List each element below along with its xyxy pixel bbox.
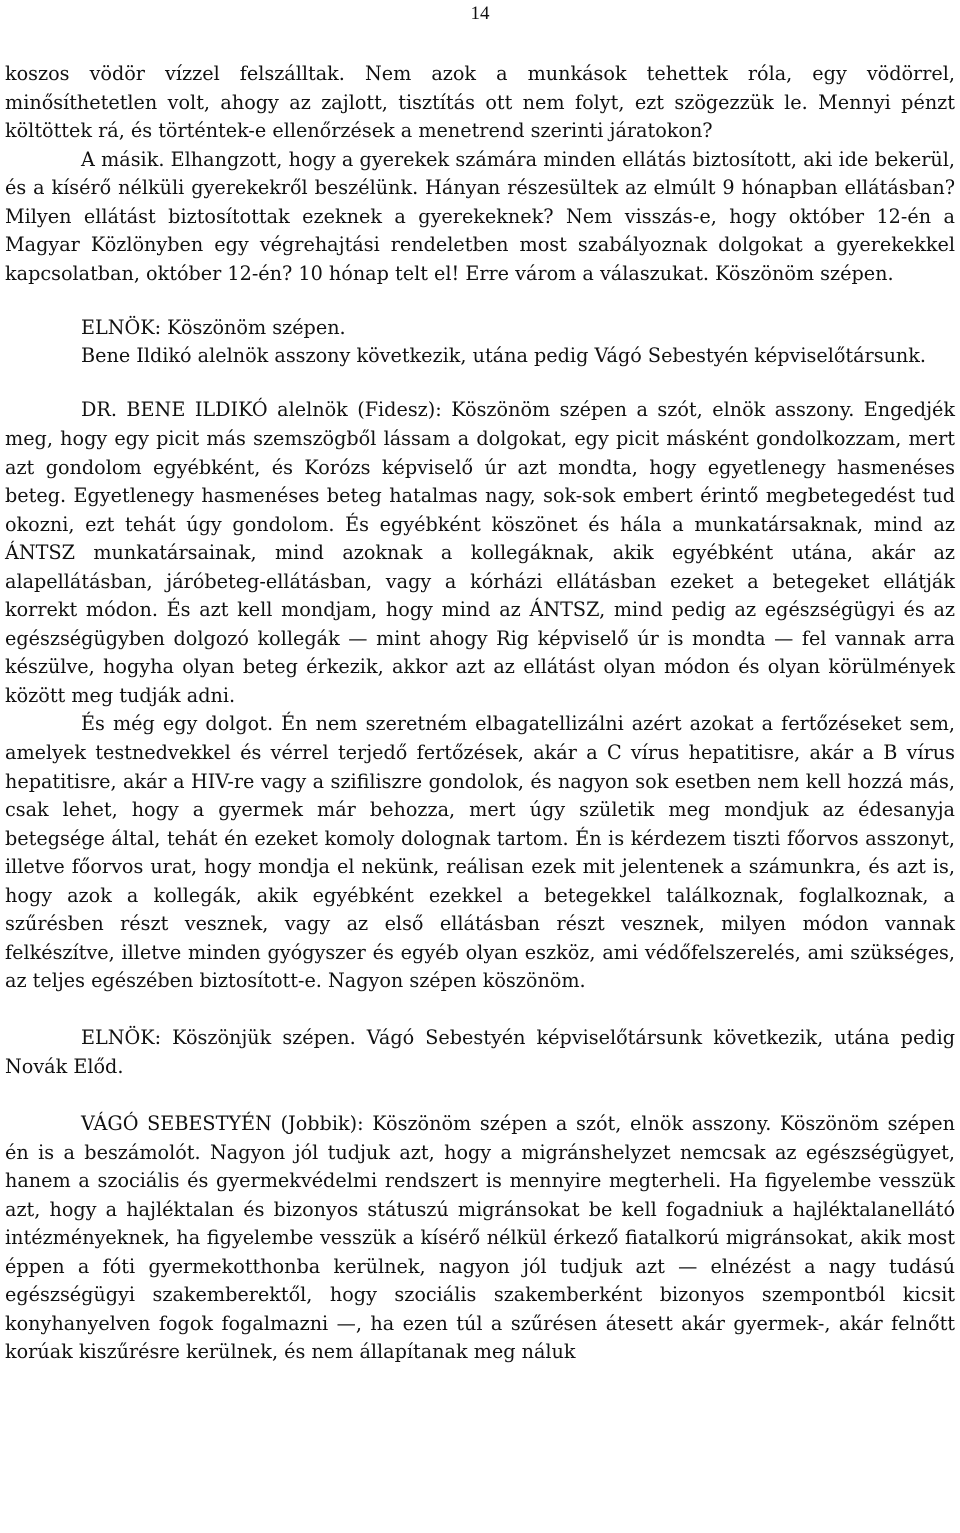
paragraph-text: Bene Ildikó alelnök asszony következik, utána pedig Vágó Sebestyén képviselőtársunk. (81, 344, 927, 368)
paragraph (5, 342, 955, 371)
paragraph-text: És még egy dolgot. Én nem szeretném elbagatellizálni azért azokat a fertőzéseket sem, amelyek testnedvekkel és vérrel terjedő fertőzések, akár a C vírus hepatitisre, akár a B vírus hepatitisre, akár a HIV-re vagy a szifiliszre gondolok, és nagyon sok esetben nem kell hozzá más, csak lehet, hogy a gyermek már behozza, mert úgy születik meg mondjuk az édesanyja betegsége által, tehát én ezeket komoly dolognak tartom. Én is kérdezem tiszti főorvos asszonyt, illetve főorvos urat, hogy mondja el nekünk, reálisan ezek mit jelentenek a számunkra, és azt is, hogy azok a kollegák, akik egyébként ezekkel a betegekkel találkoznak, foglalkoznak, a szűrésben részt vesznek, vagy az első ellátásban részt vesznek, milyen módon vannak felkészítve, illetve minden gyógyszer és egyéb olyan eszköz, ami védőfelszerelés, ami szükséges, az teljes egészében biztosított-e. Nagyon szépen köszönöm. (5, 712, 955, 993)
paragraph (5, 1110, 955, 1367)
paragraph-text: ELNÖK: Köszönöm szépen. (81, 315, 346, 339)
paragraph-text: koszos vödör vízzel felszálltak. Nem azok a munkások tehettek róla, egy vödörrel, minősíthetetlen volt, ahogy az zajlott, tisztítás ott nem folyt, ezt szögezzük le. Mennyi pénzt költöttek rá, és történtek-e ellenőrzések a menetrend szerinti járatokon? (5, 62, 955, 143)
paragraph (5, 396, 955, 710)
paragraph-text: DR. BENE ILDIKÓ alelnök (Fidesz): Köszönöm szépen a szót, elnök asszony. Engedjék meg, hogy egy picit más szemszögből lássam a dolgokat, egy picit másként gondolkozzam, mert azt gondolom egyébként, és Korózs képviselő úr azt mondta, hogy egyetlenegy hasmenéses beteg. Egyetlenegy hasmenéses beteg hatalmas nagy, sok-sok embert érintő megbetegedést tud okozni, ezt tehát úgy gondolom. És egyébként köszönet és hála a munkatársaknak, mind az ÁNTSZ munkatársainak, mind azoknak a kollegáknak, akik egyébként utána, akár az alapellátásban, járóbeteg-ellátásban, vagy a kórházi ellátásban ezeket a betegeket ellátják korrekt módon. És azt kell mondjam, hogy mind az ÁNTSZ, mind pedig az egészségügyi és az egészségügyben dolgozó kollegák — mint ahogy Rig képviselő úr is mondta — fel vannak arra készülve, hogyha olyan beteg érkezik, akkor azt az ellátást olyan módon és olyan körülmények között meg tudják adni. (5, 398, 955, 707)
document-body (5, 60, 955, 1367)
paragraph (5, 314, 955, 343)
paragraph-text: ELNÖK: Köszönjük szépen. Vágó Sebestyén képviselőtársunk következik, utána pedig Novák Előd. (5, 1026, 955, 1078)
paragraph (5, 146, 955, 289)
paragraph-text: VÁGÓ SEBESTYÉN (Jobbik): Köszönöm szépen a szót, elnök asszony. Köszönöm szépen én is a beszámolót. Nagyon jól tudjuk azt, hogy a migránshelyzet nemcsak az egészségügyet, hanem a szociális és gyermekvédelmi rendszert is mennyire megterheli. Ha figyelembe vesszük azt, hogy a hajléktalan és bizonyos státuszú migránsokat be kell fogadniuk a hajléktalanellátó intézményeknek, ha figyelembe vesszük a kísérő nélkül érkező fiatalkorú migránsokat, akik most éppen a fóti gyermekotthonba kerülnek, nagyon jól tudjuk azt — elnézést a nagy tudású egészségügyi szakemberektől, hogy szociális szakemberként bizonyos szempontból kicsit konyhanyelven fogok fogalmazni —, ha ezen túl a szűrésen átesett akár gyermek-, akár felnőtt korúak kiszűrésre kerülnek, és nem állapítanak meg náluk (5, 1112, 955, 1364)
page-number: 14 (470, 3, 490, 24)
paragraph (5, 60, 955, 146)
paragraph (5, 1024, 955, 1081)
paragraph-text: A másik. Elhangzott, hogy a gyerekek számára minden ellátás biztosított, aki ide bekerül, és a kísérő nélküli gyerekekről beszélünk. Hányan részesültek az elmúlt 9 hónapban ellátásban? Milyen ellátást biztosítottak ezeknek a gyerekeknek? Nem visszás-e, hogy október 12-én a Magyar Közlönyben egy végrehajtási rendeletben most szabályoznak dolgokat a gyerekekkel kapcsolatban, október 12-én? 10 hónap telt el! Erre várom a válaszukat. Köszönöm szépen. (5, 147, 955, 285)
paragraph (5, 710, 955, 995)
